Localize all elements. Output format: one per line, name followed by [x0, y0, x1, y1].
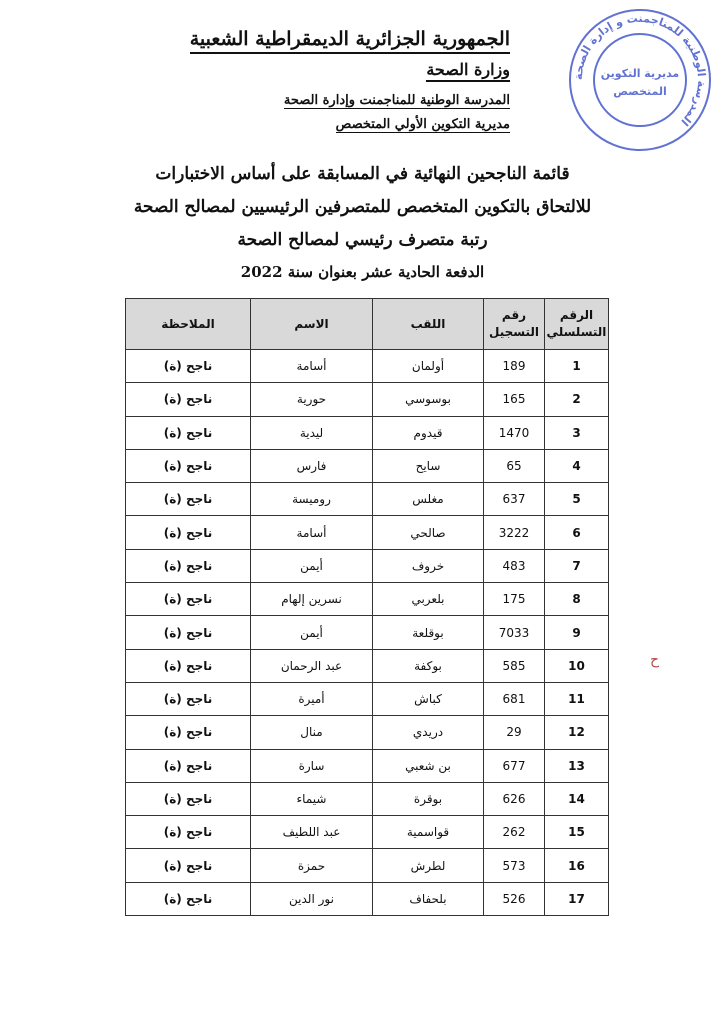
last-name-cell: سايح: [373, 449, 484, 482]
registration-number-cell: 677: [484, 749, 545, 782]
note-cell: ناجح (ة): [126, 716, 251, 749]
table-row: [126, 682, 609, 715]
serial-number-cell: 4: [545, 449, 609, 482]
note-cell: ناجح (ة): [126, 682, 251, 715]
table-row: [126, 583, 609, 616]
last-name-cell: لطرش: [373, 849, 484, 882]
registration-number-cell: 573: [484, 849, 545, 882]
table-row: [126, 616, 609, 649]
first-name-cell: منال: [251, 716, 373, 749]
last-name-cell: قواسمية: [373, 816, 484, 849]
serial-number-cell: 9: [545, 616, 609, 649]
serial-number-cell: 17: [545, 882, 609, 915]
note-cell: ناجح (ة): [126, 483, 251, 516]
note-cell: ناجح (ة): [126, 583, 251, 616]
first-name-cell: أسامة: [251, 516, 373, 549]
note-cell: ناجح (ة): [126, 782, 251, 815]
table-row: [126, 350, 609, 383]
stamp-center-text: مديرية التكوين: [600, 67, 680, 80]
header-last-name: اللقب: [373, 299, 484, 350]
note-cell: ناجح (ة): [126, 516, 251, 549]
note-cell: ناجح (ة): [126, 383, 251, 416]
table-row: [126, 849, 609, 882]
serial-number-cell: 8: [545, 583, 609, 616]
registration-number-cell: 585: [484, 649, 545, 682]
table-row: [126, 549, 609, 582]
note-cell: ناجح (ة): [126, 649, 251, 682]
registration-number-cell: 681: [484, 682, 545, 715]
last-name-cell: بوقرة: [373, 782, 484, 815]
first-name-cell: أيمن: [251, 549, 373, 582]
header-serial-number: الرقم التسلسلي: [545, 299, 609, 350]
registration-number-cell: 526: [484, 882, 545, 915]
margin-mark: ح: [650, 652, 660, 668]
note-cell: ناجح (ة): [126, 816, 251, 849]
registration-number-cell: 483: [484, 549, 545, 582]
last-name-cell: بن شعبي: [373, 749, 484, 782]
table-row: [126, 383, 609, 416]
first-name-cell: ليدية: [251, 416, 373, 449]
official-stamp-icon: [565, 5, 715, 155]
document-titles: [0, 158, 725, 287]
last-name-cell: أولمان: [373, 350, 484, 383]
note-cell: ناجح (ة): [126, 449, 251, 482]
first-name-cell: فارس: [251, 449, 373, 482]
republic-header: الجمهورية الجزائرية الديمقراطية الشعبية: [190, 28, 510, 54]
table-row: [126, 749, 609, 782]
title-line-4: الدفعة الحادية عشر بعنوان سنة 2022: [240, 263, 485, 281]
serial-number-cell: 15: [545, 816, 609, 849]
last-name-cell: صالحي: [373, 516, 484, 549]
table-row: [126, 483, 609, 516]
note-cell: ناجح (ة): [126, 350, 251, 383]
first-name-cell: روميسة: [251, 483, 373, 516]
table-header-row: [126, 299, 609, 350]
registration-number-cell: 7033: [484, 616, 545, 649]
table-row: [126, 416, 609, 449]
first-name-cell: أسامة: [251, 350, 373, 383]
table-row: [126, 716, 609, 749]
serial-number-cell: 1: [545, 350, 609, 383]
serial-number-cell: 11: [545, 682, 609, 715]
serial-number-cell: 6: [545, 516, 609, 549]
ministry-header: وزارة الصحة: [426, 60, 510, 82]
serial-number-cell: 5: [545, 483, 609, 516]
table-row: [126, 816, 609, 849]
first-name-cell: نور الدين: [251, 882, 373, 915]
registration-number-cell: 65: [484, 449, 545, 482]
stamp-center-text-2: المتخصص: [613, 85, 667, 98]
table-row: [126, 516, 609, 549]
registration-number-cell: 165: [484, 383, 545, 416]
first-name-cell: عبد الرحمان: [251, 649, 373, 682]
title-line-2: للالتحاق بالتكوين المتخصص للمتصرفين الرئيسيين لمصالح الصحة: [133, 197, 592, 217]
directorate-header: مديرية التكوين الأولي المتخصص: [335, 117, 510, 132]
last-name-cell: بوسوسي: [373, 383, 484, 416]
note-cell: ناجح (ة): [126, 849, 251, 882]
first-name-cell: حمزة: [251, 849, 373, 882]
first-name-cell: حورية: [251, 383, 373, 416]
last-name-cell: كباش: [373, 682, 484, 715]
registration-number-cell: 175: [484, 583, 545, 616]
header-registration-number: رقم التسجيل: [484, 299, 545, 350]
results-table: [125, 298, 609, 916]
stamp-ring-text: المدرسة الوطنية للمناجمنت و إدارة الصحة: [571, 11, 709, 129]
last-name-cell: قيدوم: [373, 416, 484, 449]
last-name-cell: دريدي: [373, 716, 484, 749]
table-row: [126, 882, 609, 915]
last-name-cell: بوقلعة: [373, 616, 484, 649]
header-note: الملاحظة: [126, 299, 251, 350]
registration-number-cell: 637: [484, 483, 545, 516]
first-name-cell: نسرين إلهام: [251, 583, 373, 616]
table-row: [126, 649, 609, 682]
first-name-cell: سارة: [251, 749, 373, 782]
school-header: المدرسة الوطنية للمناجمنت وإدارة الصحة: [283, 93, 510, 108]
table-row: [126, 782, 609, 815]
serial-number-cell: 2: [545, 383, 609, 416]
title-line-3: رتبة متصرف رئيسي لمصالح الصحة: [237, 230, 488, 250]
registration-number-cell: 626: [484, 782, 545, 815]
registration-number-cell: 3222: [484, 516, 545, 549]
first-name-cell: أيمن: [251, 616, 373, 649]
note-cell: ناجح (ة): [126, 749, 251, 782]
registration-number-cell: 262: [484, 816, 545, 849]
registration-number-cell: 29: [484, 716, 545, 749]
serial-number-cell: 10: [545, 649, 609, 682]
serial-number-cell: 3: [545, 416, 609, 449]
serial-number-cell: 13: [545, 749, 609, 782]
registration-number-cell: 1470: [484, 416, 545, 449]
table-row: [126, 449, 609, 482]
note-cell: ناجح (ة): [126, 616, 251, 649]
first-name-cell: أميرة: [251, 682, 373, 715]
header-first-name: الاسم: [251, 299, 373, 350]
title-line-1: قائمة الناجحين النهائية في المسابقة على أساس الاختبارات: [155, 164, 570, 184]
serial-number-cell: 14: [545, 782, 609, 815]
first-name-cell: شيماء: [251, 782, 373, 815]
note-cell: ناجح (ة): [126, 549, 251, 582]
registration-number-cell: 189: [484, 350, 545, 383]
serial-number-cell: 12: [545, 716, 609, 749]
last-name-cell: بوكفة: [373, 649, 484, 682]
first-name-cell: عبد اللطيف: [251, 816, 373, 849]
note-cell: ناجح (ة): [126, 416, 251, 449]
serial-number-cell: 7: [545, 549, 609, 582]
note-cell: ناجح (ة): [126, 882, 251, 915]
last-name-cell: مغلس: [373, 483, 484, 516]
serial-number-cell: 16: [545, 849, 609, 882]
last-name-cell: بلحفاف: [373, 882, 484, 915]
last-name-cell: بلعربي: [373, 583, 484, 616]
last-name-cell: خروف: [373, 549, 484, 582]
